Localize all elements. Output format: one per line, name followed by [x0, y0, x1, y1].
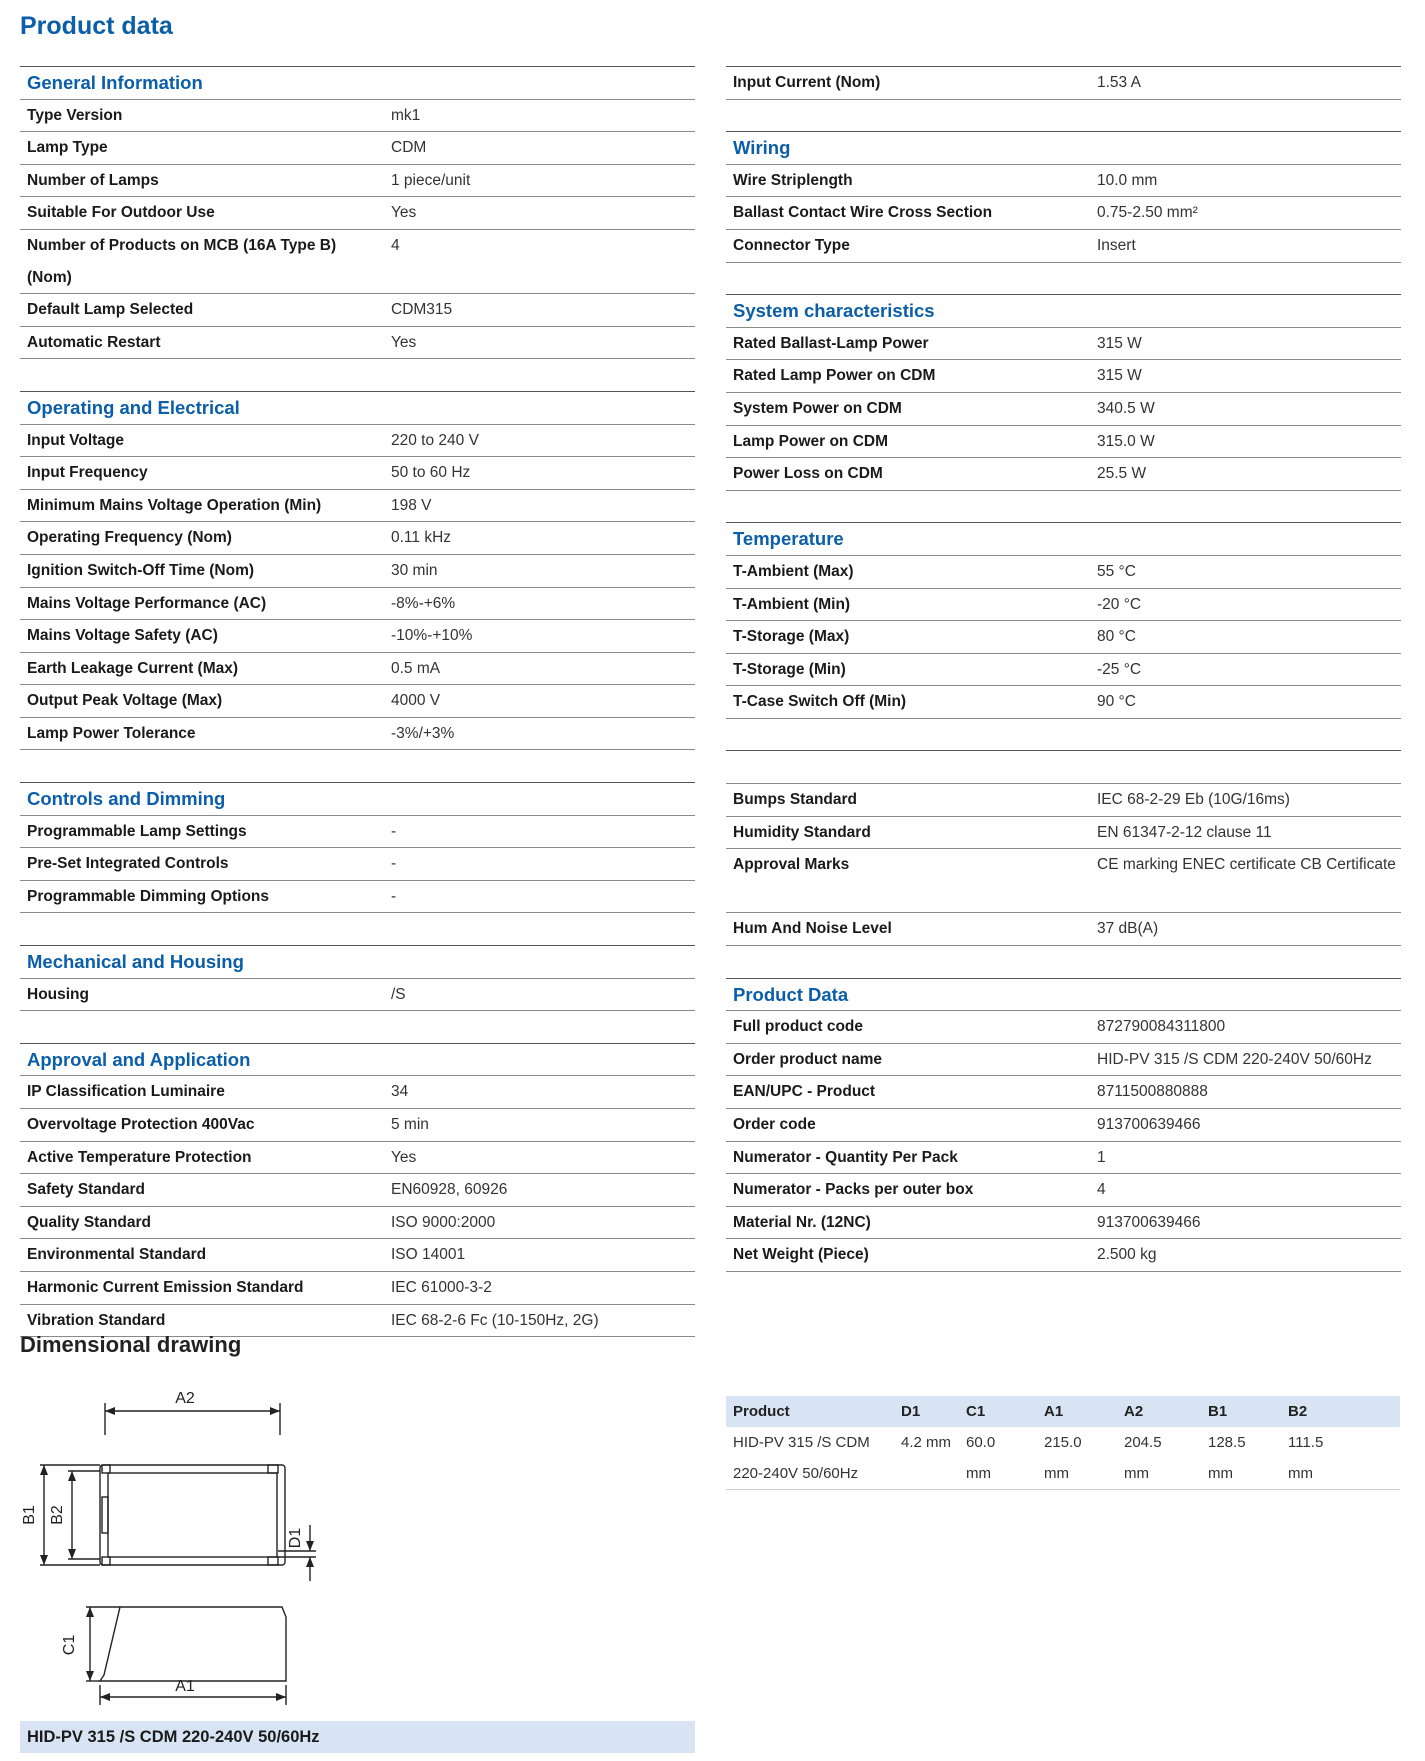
- spec-row-mains-voltage-safety-ac: [20, 620, 695, 653]
- spec-row-wire-striplength: [726, 165, 1401, 198]
- spec-value: 1.53 A: [1097, 74, 1141, 91]
- spec-value: 25.5 W: [1097, 465, 1147, 483]
- spec-row-ballast-contact-wire-cross-section: [726, 197, 1401, 230]
- spec-value: ISO 14001: [391, 1246, 466, 1264]
- cell-d1: 4.2 mm: [901, 1434, 952, 1451]
- spec-value: 8711500880888: [1097, 1083, 1208, 1101]
- spec-value: 5 min: [391, 1116, 429, 1133]
- spec-row-connector-type: [726, 230, 1401, 263]
- c1-label: C1: [61, 1634, 78, 1656]
- b1-label: B1: [21, 1505, 38, 1525]
- spec-label: IP Classification Luminaire: [27, 1083, 225, 1101]
- spec-value: 4: [1097, 1181, 1106, 1199]
- spec-label: Lamp Type: [27, 139, 108, 157]
- col-a2: A2: [1124, 1403, 1144, 1420]
- section-header-approval-and-application: [20, 1043, 695, 1077]
- section-header-general-information: [20, 66, 695, 100]
- spec-row-safety-standard: [20, 1174, 695, 1207]
- spec-label: Wire Striplength: [733, 171, 853, 189]
- spec-value: 4: [391, 236, 400, 254]
- spec-label: Number of Products on MCB (16A Type B) (Nom): [27, 236, 337, 286]
- section-header-temperature: [726, 522, 1401, 556]
- spec-value: Yes: [391, 333, 417, 351]
- spec-value: 55 °C: [1097, 562, 1136, 580]
- drawing-caption-text: HID-PV 315 /S CDM 220-240V 50/60Hz: [27, 1728, 320, 1746]
- spec-row-type-version: [20, 100, 695, 133]
- spec-value: 315 W: [1097, 334, 1142, 352]
- spec-label: Hum And Noise Level: [733, 920, 892, 938]
- section-header-mechanical-and-housing: [20, 945, 695, 979]
- spec-row-overvoltage-protection-400vac: [20, 1109, 695, 1142]
- left-spec-column: [20, 66, 695, 1337]
- dimensions-table: [726, 1396, 1400, 1490]
- spec-label: Order product name: [733, 1050, 882, 1068]
- spec-row-approval-marks: [726, 849, 1401, 913]
- spec-row-number-of-products-on-mcb-16a-type-b-nom: [20, 230, 695, 294]
- spec-row-input-voltage: [20, 425, 695, 458]
- cell-b2: 111.5: [1288, 1434, 1324, 1451]
- spec-label: Input Current (Nom): [733, 74, 881, 91]
- col-b2: B2: [1288, 1403, 1308, 1420]
- section-title: Mechanical and Housing: [27, 951, 244, 973]
- col-d1: D1: [901, 1403, 921, 1420]
- spec-row-suitable-for-outdoor-use: [20, 197, 695, 230]
- spec-label: Rated Ballast-Lamp Power: [733, 334, 929, 352]
- spec-value: Yes: [391, 204, 417, 222]
- spec-value: CDM: [391, 139, 427, 157]
- spec-row-rated-lamp-power-on-cdm: [726, 360, 1401, 393]
- spec-value: -25 °C: [1097, 660, 1142, 678]
- spec-label: Net Weight (Piece): [733, 1246, 869, 1264]
- spec-value: -20 °C: [1097, 595, 1142, 613]
- dimensional-drawing-heading: Dimensional drawing: [20, 1332, 242, 1357]
- cell-b2-unit: mm: [1288, 1465, 1313, 1482]
- drawing-caption: [20, 1721, 695, 1753]
- spec-row-automatic-restart: [20, 327, 695, 360]
- d1-label: D1: [287, 1527, 304, 1549]
- spec-label: Minimum Mains Voltage Operation (Min): [27, 496, 322, 514]
- spec-row-output-peak-voltage-max: [20, 685, 695, 718]
- spec-value: IEC 68-2-6 Fc (10-150Hz, 2G): [391, 1311, 599, 1329]
- spec-value: 913700639466: [1097, 1116, 1201, 1133]
- spec-row-environmental-standard: [20, 1239, 695, 1272]
- spec-label: Environmental Standard: [27, 1246, 207, 1264]
- spec-row-default-lamp-selected: [20, 294, 695, 327]
- cell-a2: 204.5: [1124, 1434, 1162, 1451]
- spec-row-hum-and-noise-level: [726, 913, 1401, 946]
- section-header-system-characteristics: [726, 294, 1401, 328]
- spec-label: Programmable Lamp Settings: [27, 822, 247, 840]
- spec-value: 80 °C: [1097, 628, 1136, 646]
- a1-label: A1: [175, 1678, 195, 1695]
- cell-a2-unit: mm: [1124, 1465, 1149, 1482]
- spec-label: Approval Marks: [733, 856, 850, 874]
- spec-label: Power Loss on CDM: [733, 465, 883, 483]
- spec-value: 34: [391, 1083, 409, 1101]
- spec-row-lamp-power-tolerance: [20, 718, 695, 751]
- spec-row-t-storage-min: [726, 654, 1401, 687]
- spec-row-lamp-type: [20, 132, 695, 165]
- spec-row-programmable-lamp-settings: [20, 816, 695, 849]
- spec-label: Ballast Contact Wire Cross Section: [733, 204, 993, 222]
- spec-label: Quality Standard: [27, 1213, 152, 1231]
- cell-product: HID-PV 315 /S CDM: [733, 1434, 870, 1451]
- spec-row-earth-leakage-current-max: [20, 653, 695, 686]
- spec-label: Output Peak Voltage (Max): [27, 692, 223, 710]
- col-c1: C1: [966, 1403, 986, 1420]
- spec-label: Number of Lamps: [27, 171, 159, 189]
- spec-label: Lamp Power Tolerance: [27, 724, 196, 742]
- spec-value: EN60928, 60926: [391, 1181, 508, 1199]
- spec-row-full-product-code: [726, 1011, 1401, 1044]
- spec-label: Safety Standard: [27, 1181, 146, 1199]
- spec-row-programmable-dimming-options: [20, 881, 695, 914]
- spec-label: Active Temperature Protection: [27, 1148, 252, 1166]
- spec-value: 315.0 W: [1097, 432, 1155, 450]
- spec-row-humidity-standard: [726, 817, 1401, 850]
- section-header-untitled: [726, 750, 1401, 784]
- spec-value: ISO 9000:2000: [391, 1213, 496, 1231]
- spec-label: T-Storage (Min): [733, 660, 846, 678]
- spec-value: 220 to 240 V: [391, 431, 479, 449]
- spec-label: Rated Lamp Power on CDM: [733, 367, 936, 385]
- spec-value: 90 °C: [1097, 693, 1136, 711]
- spec-value: -8%-+6%: [391, 594, 456, 612]
- spec-row-order-product-name: [726, 1044, 1401, 1077]
- spec-value: 2.500 kg: [1097, 1246, 1157, 1264]
- spec-row-material-nr-12nc: [726, 1207, 1401, 1240]
- dimensional-drawing: [20, 1385, 320, 1715]
- cell-b1: 128.5: [1208, 1434, 1246, 1451]
- spec-row-system-power-on-cdm: [726, 393, 1401, 426]
- spec-row-active-temperature-protection: [20, 1142, 695, 1175]
- dimensions-table-row: [726, 1427, 1400, 1489]
- spec-row-t-storage-max: [726, 621, 1401, 654]
- spec-value: 30 min: [391, 561, 438, 579]
- spec-label: Full product code: [733, 1018, 864, 1036]
- spec-value: 1 piece/unit: [391, 171, 471, 189]
- spec-row-mains-voltage-performance-ac: [20, 588, 695, 621]
- spec-value: CDM315: [391, 301, 453, 319]
- page-title: Product data: [20, 12, 173, 40]
- section-header-controls-and-dimming: [20, 782, 695, 816]
- spec-value: 872790084311800: [1097, 1018, 1226, 1036]
- spec-value: 50 to 60 Hz: [391, 464, 471, 482]
- right-spec-column: [726, 66, 1401, 1272]
- spec-value: Yes: [391, 1148, 417, 1166]
- spec-value: mk1: [391, 106, 421, 124]
- spec-label: Housing: [27, 985, 89, 1003]
- spec-row-quality-standard: [20, 1207, 695, 1240]
- spec-value: HID-PV 315 /S CDM 220-240V 50/60Hz: [1097, 1050, 1372, 1068]
- spec-label: Type Version: [27, 106, 123, 124]
- spec-label: Overvoltage Protection 400Vac: [27, 1116, 255, 1133]
- spec-value: -: [391, 855, 397, 873]
- section-title: Operating and Electrical: [27, 396, 240, 418]
- spec-value: EN 61347-2-12 clause 11: [1097, 823, 1272, 841]
- spec-label: Operating Frequency (Nom): [27, 529, 232, 547]
- col-product: Product: [733, 1403, 790, 1420]
- spec-value: 0.11 kHz: [391, 529, 452, 547]
- cell-b1-unit: mm: [1208, 1465, 1233, 1482]
- section-title: Product Data: [733, 983, 849, 1005]
- spec-value: 1: [1097, 1148, 1106, 1166]
- spec-value: 10.0 mm: [1097, 171, 1158, 189]
- spec-row-bumps-standard: [726, 784, 1401, 817]
- cell-c1-unit: mm: [966, 1465, 991, 1482]
- spec-label: Programmable Dimming Options: [27, 887, 270, 905]
- spec-value: 0.5 mA: [391, 659, 441, 677]
- spec-label: Default Lamp Selected: [27, 301, 194, 319]
- section-header-wiring: [726, 131, 1401, 165]
- cell-product-line2: 220-240V 50/60Hz: [733, 1465, 859, 1482]
- spec-value: 4000 V: [391, 692, 441, 710]
- spec-row-input-current-nom: [726, 66, 1401, 100]
- spec-label: Numerator - Quantity Per Pack: [733, 1148, 958, 1166]
- spec-label: Humidity Standard: [733, 823, 871, 841]
- spec-value: -10%-+10%: [391, 627, 473, 645]
- spec-row-ip-classification-luminaire: [20, 1076, 695, 1109]
- spec-label: Vibration Standard: [27, 1311, 166, 1329]
- spec-value: 340.5 W: [1097, 399, 1155, 417]
- spec-label: Numerator - Packs per outer box: [733, 1181, 974, 1199]
- spec-row-t-ambient-max: [726, 556, 1401, 589]
- spec-label: EAN/UPC - Product: [733, 1083, 876, 1101]
- spec-row-housing: [20, 979, 695, 1012]
- section-title: Approval and Application: [27, 1048, 251, 1070]
- col-b1: B1: [1208, 1403, 1228, 1420]
- spec-row-operating-frequency-nom: [20, 522, 695, 555]
- spec-label: T-Ambient (Min): [733, 595, 851, 613]
- section-title: System characteristics: [733, 300, 935, 322]
- spec-label: T-Case Switch Off (Min): [733, 693, 907, 711]
- spec-value: Insert: [1097, 236, 1136, 254]
- spec-row-numerator-packs-per-outer-box: [726, 1174, 1401, 1207]
- spec-label: T-Storage (Max): [733, 628, 850, 646]
- b2-label: B2: [49, 1505, 66, 1525]
- spec-row-ignition-switch-off-time-nom: [20, 555, 695, 588]
- spec-row-ean-upc-product: [726, 1076, 1401, 1109]
- spec-row-harmonic-current-emission-standard: [20, 1272, 695, 1305]
- spec-row-minimum-mains-voltage-operation-min: [20, 490, 695, 523]
- spec-value: /S: [391, 985, 406, 1003]
- spec-row-t-ambient-min: [726, 589, 1401, 622]
- section-title: Wiring: [733, 137, 791, 159]
- cell-a1: 215.0: [1044, 1434, 1082, 1451]
- spec-label: Pre-Set Integrated Controls: [27, 855, 229, 873]
- spec-row-rated-ballast-lamp-power: [726, 328, 1401, 361]
- spec-label: Order code: [733, 1116, 816, 1133]
- spec-value: 198 V: [391, 496, 432, 514]
- cell-a1-unit: mm: [1044, 1465, 1069, 1482]
- section-header-product-data: [726, 978, 1401, 1012]
- spec-label: T-Ambient (Max): [733, 562, 854, 580]
- cell-c1: 60.0: [966, 1434, 996, 1451]
- spec-value: 0.75-2.50 mm²: [1097, 204, 1198, 222]
- spec-label: Mains Voltage Safety (AC): [27, 627, 218, 645]
- spec-label: Input Frequency: [27, 464, 148, 482]
- spec-label: Earth Leakage Current (Max): [27, 659, 239, 677]
- spec-label: Harmonic Current Emission Standard: [27, 1278, 304, 1296]
- spec-label: Connector Type: [733, 236, 850, 254]
- spec-label: Input Voltage: [27, 431, 125, 449]
- spec-row-lamp-power-on-cdm: [726, 426, 1401, 459]
- spec-label: Material Nr. (12NC): [733, 1213, 871, 1231]
- spec-value: IEC 61000-3-2: [391, 1278, 492, 1296]
- spec-value: -: [391, 822, 397, 840]
- spec-label: Bumps Standard: [733, 791, 858, 809]
- spec-label: Suitable For Outdoor Use: [27, 204, 215, 222]
- spec-label: Ignition Switch-Off Time (Nom): [27, 561, 255, 579]
- spec-label: Lamp Power on CDM: [733, 432, 889, 450]
- spec-row-number-of-lamps: [20, 165, 695, 198]
- section-header-operating-and-electrical: [20, 391, 695, 425]
- spec-label: System Power on CDM: [733, 399, 902, 417]
- spec-row-power-loss-on-cdm: [726, 458, 1401, 491]
- spec-value: CE marking ENEC certificate CB Certificate: [1097, 856, 1396, 874]
- spec-label: Automatic Restart: [27, 333, 161, 351]
- section-title: Temperature: [733, 528, 844, 550]
- spec-row-order-code: [726, 1109, 1401, 1142]
- section-title: General Information: [27, 72, 203, 93]
- col-a1: A1: [1044, 1403, 1064, 1420]
- a2-label: A2: [175, 1390, 195, 1407]
- spec-value: 315 W: [1097, 367, 1142, 385]
- spec-value: 37 dB(A): [1097, 920, 1159, 938]
- spec-row-input-frequency: [20, 457, 695, 490]
- spec-value: IEC 68-2-29 Eb (10G/16ms): [1097, 791, 1290, 809]
- spec-value: -: [391, 887, 397, 905]
- dimensions-table-header: [726, 1396, 1400, 1427]
- spec-row-net-weight-piece: [726, 1239, 1401, 1272]
- spec-row-numerator-quantity-per-pack: [726, 1142, 1401, 1175]
- spec-value: 913700639466: [1097, 1213, 1201, 1231]
- spec-label: Mains Voltage Performance (AC): [27, 594, 267, 612]
- section-title: Controls and Dimming: [27, 788, 226, 810]
- spec-value: -3%/+3%: [391, 724, 455, 742]
- spec-row-pre-set-integrated-controls: [20, 848, 695, 881]
- spec-row-t-case-switch-off-min: [726, 686, 1401, 719]
